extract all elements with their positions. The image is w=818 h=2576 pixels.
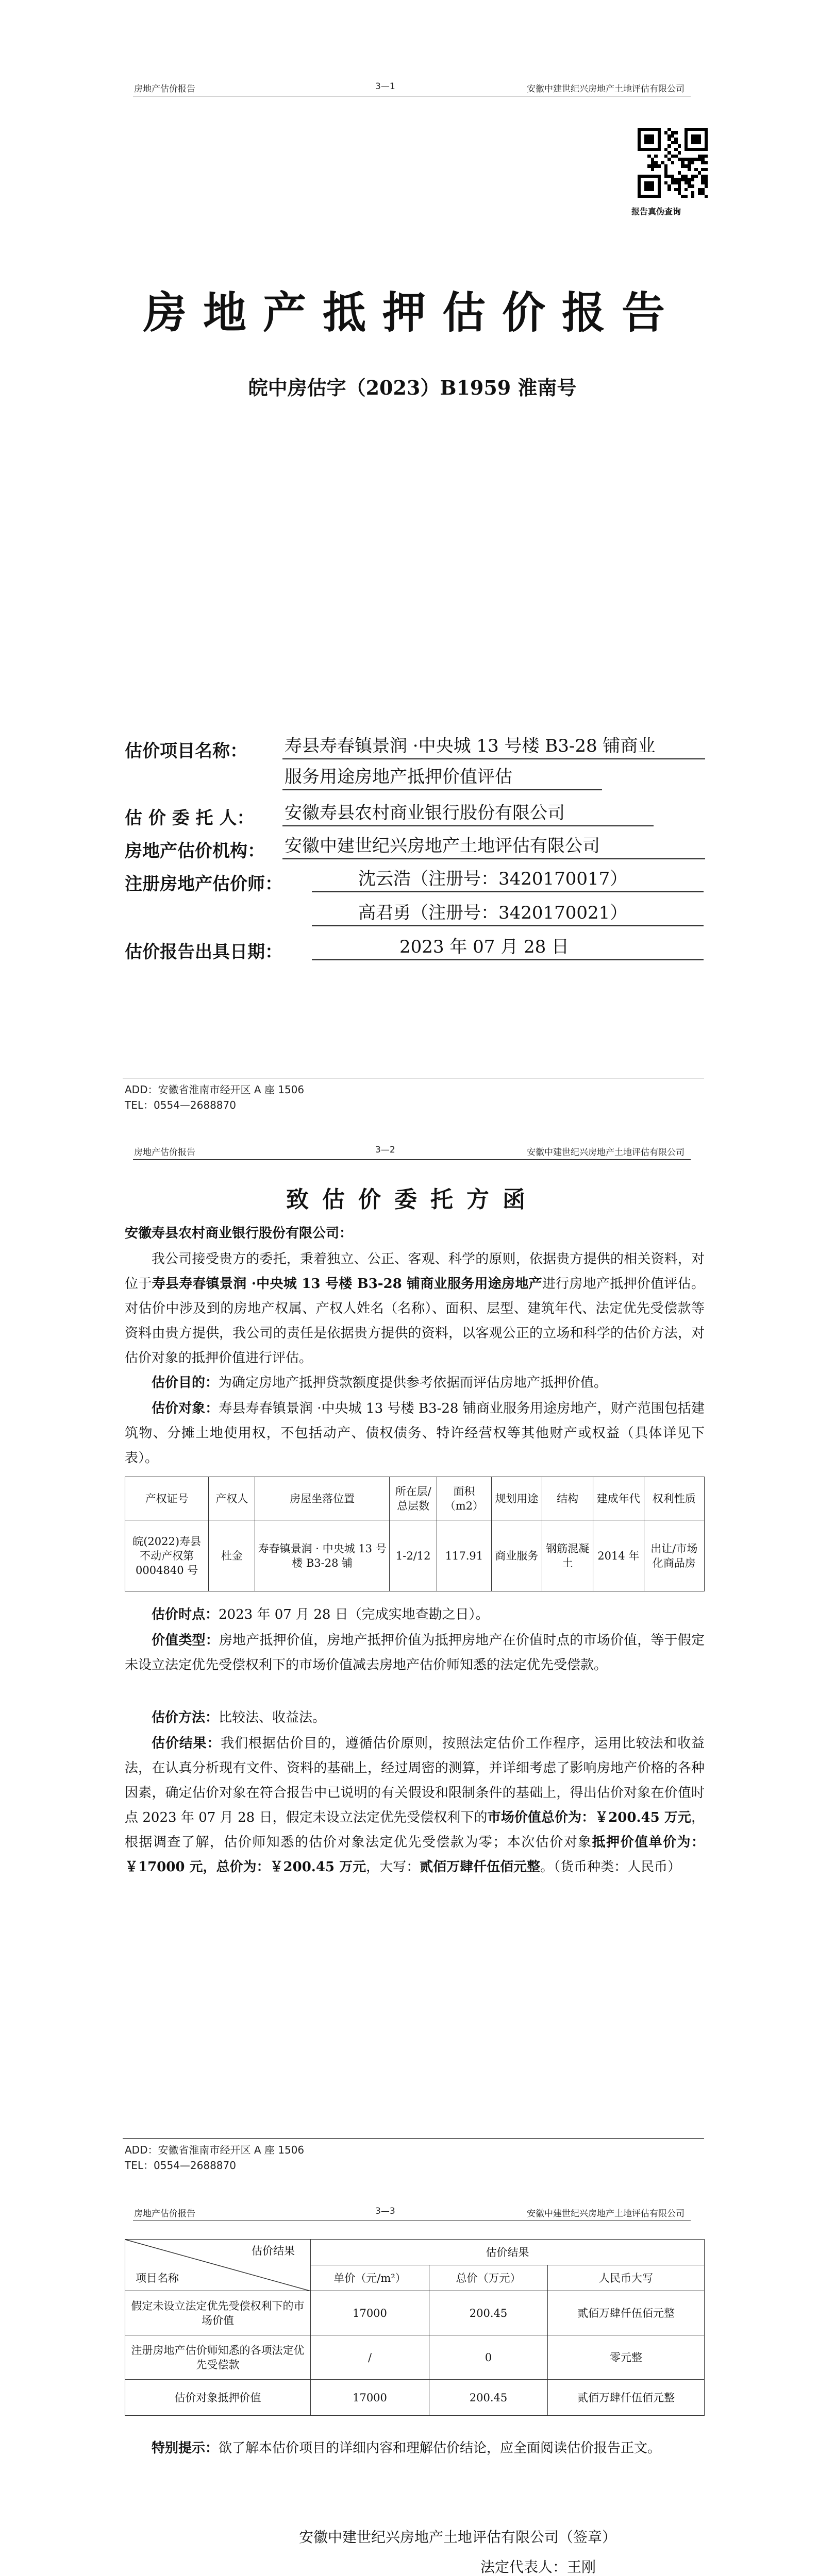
appraiser-label: 注册房地产估价师：	[125, 874, 282, 894]
total-price: 0	[429, 2335, 548, 2380]
row-label: 估价对象抵押价值	[125, 2380, 311, 2416]
running-header-page: 3—1	[375, 81, 395, 92]
unit-price: 17000	[311, 2291, 429, 2335]
running-header-left: 房地产估价报告	[134, 1147, 195, 1158]
project-name-value-line2: 服务用途房地产抵押价值评估	[282, 766, 602, 790]
group-header: 估价结果	[311, 2240, 705, 2265]
footer-tel: TEL：0554—2688870	[125, 1099, 236, 1111]
table-cell: 117.91	[437, 1520, 491, 1591]
row-label: 假定未设立法定优先受偿权利下的市场价值	[125, 2291, 311, 2335]
table-row	[125, 2335, 705, 2380]
running-header-right: 安徽中建世纪兴房地产土地评估有限公司	[527, 84, 685, 94]
property-table	[125, 1477, 705, 1591]
table-row	[125, 2380, 705, 2416]
column-header: 总价（万元）	[429, 2265, 548, 2291]
table-cell: 1-2/12	[390, 1520, 437, 1591]
letter-title: 致估价委托方函	[286, 1187, 539, 1213]
client-value: 安徽寿县农村商业银行股份有限公司	[282, 802, 654, 826]
value-date-paragraph: 估价时点：2023 年 07 月 28 日（完成实地查勘之日）。	[152, 1607, 489, 1622]
issue-date-value: 2023 年 07 月 28 日	[312, 936, 704, 960]
table-header: 产权人	[209, 1477, 255, 1520]
unit-price: 17000	[311, 2380, 429, 2416]
table-cell: 2014 年	[593, 1520, 644, 1591]
issue-date-label: 估价报告出具日期：	[125, 942, 282, 962]
table-cell: 出让/市场化商品房	[644, 1520, 704, 1591]
letter-intro: 我公司接受贵方的委托，秉着独立、公正、客观、科学的原则，依据贵方提供的相关资料，对位于寿县寿春镇景润 ·中央城 13 号楼 B3-28 铺商业服务用途房地产进行房地产抵押价值评估。对估价中涉及到的房地产权属、产权人姓名（名称）、面积、层型、建筑年代、法定优先受偿款等资料由贵方提供，我公司的责任是依据贵方提供的资料，以客观公正的立场和科学的估价方法，对估价对象的抵押价值进行评估。	[125, 1251, 705, 1366]
unit-price: /	[311, 2335, 429, 2380]
table-cell: 杜金	[209, 1520, 255, 1591]
running-header-left: 房地产估价报告	[134, 84, 195, 94]
signature-representative: 法定代表人：王刚	[480, 2558, 596, 2575]
table-cell: 钢筋混凝土	[542, 1520, 593, 1591]
footer-tel: TEL：0554—2688870	[125, 2159, 236, 2172]
qr-caption: 报告真伪查询	[631, 207, 681, 216]
row-label: 注册房地产估价师知悉的各项法定优先受偿款	[125, 2335, 311, 2380]
diagonal-bottom-label: 项目名称	[136, 2272, 179, 2284]
table-header: 产权证号	[125, 1477, 209, 1520]
running-header-right: 安徽中建世纪兴房地产土地评估有限公司	[527, 1147, 685, 1158]
value-type-paragraph: 价值类型：房地产抵押价值，房地产抵押价值为抵押房地产在价值时点的市场价值，等于假定未设立法定优先受偿权利下的市场价值减去房地产估价师知悉的法定优先受偿款。	[125, 1633, 705, 1673]
amount-in-words: 零元整	[548, 2335, 705, 2380]
client-label: 估 价 委 托 人：	[125, 808, 255, 828]
table-header: 权利性质	[644, 1477, 704, 1520]
table-header: 规划用途	[491, 1477, 542, 1520]
table-header: 结构	[542, 1477, 593, 1520]
project-name-value: 寿县寿春镇景润 ·中央城 13 号楼 B3-28 铺商业	[282, 735, 705, 759]
total-price: 200.45	[429, 2380, 548, 2416]
table-header: 所在层/总层数	[390, 1477, 437, 1520]
qr-module	[705, 195, 708, 198]
appraiser-1-value: 沈云浩（注册号：3420170017）	[312, 868, 704, 892]
column-header: 单价（元/m²）	[311, 2265, 429, 2291]
result-paragraph: 估价结果：我们根据估价目的，遵循估价原则，按照法定估价工作程序，运用比较法和收益法，在认真分析现有文件、资料的基础上，经过周密的测算，并详细考虑了影响房地产价格的各种因素，确定估价对象在符合报告中已说明的有关假设和限制条件的基础上，得出估价对象在价值时点 2023 年 07 月 28 日，假定未设立法定优先受偿权利下的市场价值总价为：￥200.45 万元，根据调查了解，估价师知悉的估价对象法定优先受偿款为零；本次估价对象抵押价值单价为：￥17000 元，总价为：￥200.45 万元，大写：贰佰万肆仟伍佰元整。（货币种类：人民币）	[125, 1736, 705, 1875]
table-cell: 寿春镇景润 · 中央城 13 号楼 B3-28 铺	[255, 1520, 390, 1591]
footer-address: ADD：安徽省淮南市经开区 A 座 1506	[125, 1083, 305, 1096]
method-paragraph: 估价方法：比较法、收益法。	[152, 1710, 326, 1725]
diagonal-top-label: 估价结果	[252, 2245, 295, 2257]
qr-code[interactable]	[638, 128, 708, 198]
table-header: 房屋坐落位置	[255, 1477, 390, 1520]
agency-value: 安徽中建世纪兴房地产土地评估有限公司	[282, 835, 705, 859]
total-price: 200.45	[429, 2291, 548, 2335]
running-header-right: 安徽中建世纪兴房地产土地评估有限公司	[527, 2209, 685, 2219]
table-header: 面积（m2）	[437, 1477, 491, 1520]
running-header-left: 房地产估价报告	[134, 2209, 195, 2219]
table-cell: 皖(2022)寿县不动产权第 0004840 号	[125, 1520, 209, 1591]
special-note: 特别提示：欲了解本估价项目的详细内容和理解估价结论，应全面阅读估价报告正文。	[152, 2441, 661, 2456]
running-header-page: 3—2	[375, 1145, 395, 1155]
amount-in-words: 贰佰万肆仟伍佰元整	[548, 2291, 705, 2335]
amount-in-words: 贰佰万肆仟伍佰元整	[548, 2380, 705, 2416]
table-header: 建成年代	[593, 1477, 644, 1520]
signature-company: 安徽中建世纪兴房地产土地评估有限公司（签章）	[299, 2529, 617, 2546]
agency-label: 房地产估价机构：	[125, 841, 265, 861]
running-header-page: 3—3	[375, 2206, 395, 2216]
project-name-label: 估价项目名称：	[125, 741, 247, 761]
footer-address: ADD：安徽省淮南市经开区 A 座 1506	[125, 2144, 305, 2156]
report-number: 皖中房估字（2023）B1959 淮南号	[248, 376, 577, 399]
table-header-row	[125, 1477, 705, 1520]
report-title: 房地产抵押估价报告	[143, 287, 681, 338]
column-header: 人民币大写	[548, 2265, 705, 2291]
table-row	[125, 1520, 705, 1591]
table-row	[125, 2291, 705, 2335]
valuation-result-table	[125, 2239, 705, 2416]
appraiser-2-value: 高君勇（注册号：3420170021）	[312, 902, 704, 926]
letter-salutation: 安徽寿县农村商业银行股份有限公司：	[125, 1226, 353, 1241]
purpose-paragraph: 估价目的：为确定房地产抵押贷款额度提供参考依据而评估房地产抵押价值。	[152, 1375, 608, 1391]
object-paragraph: 估价对象：寿县寿春镇景润 ·中央城 13 号楼 B3-28 铺商业服务用途房地产，财产范围包括建筑物、分摊土地使用权，不包括动产、债权债务、特许经营权等其他财产或权益（具体详见下表）。	[125, 1401, 705, 1466]
table-cell: 商业服务	[491, 1520, 542, 1591]
diagonal-header-cell	[125, 2240, 311, 2291]
